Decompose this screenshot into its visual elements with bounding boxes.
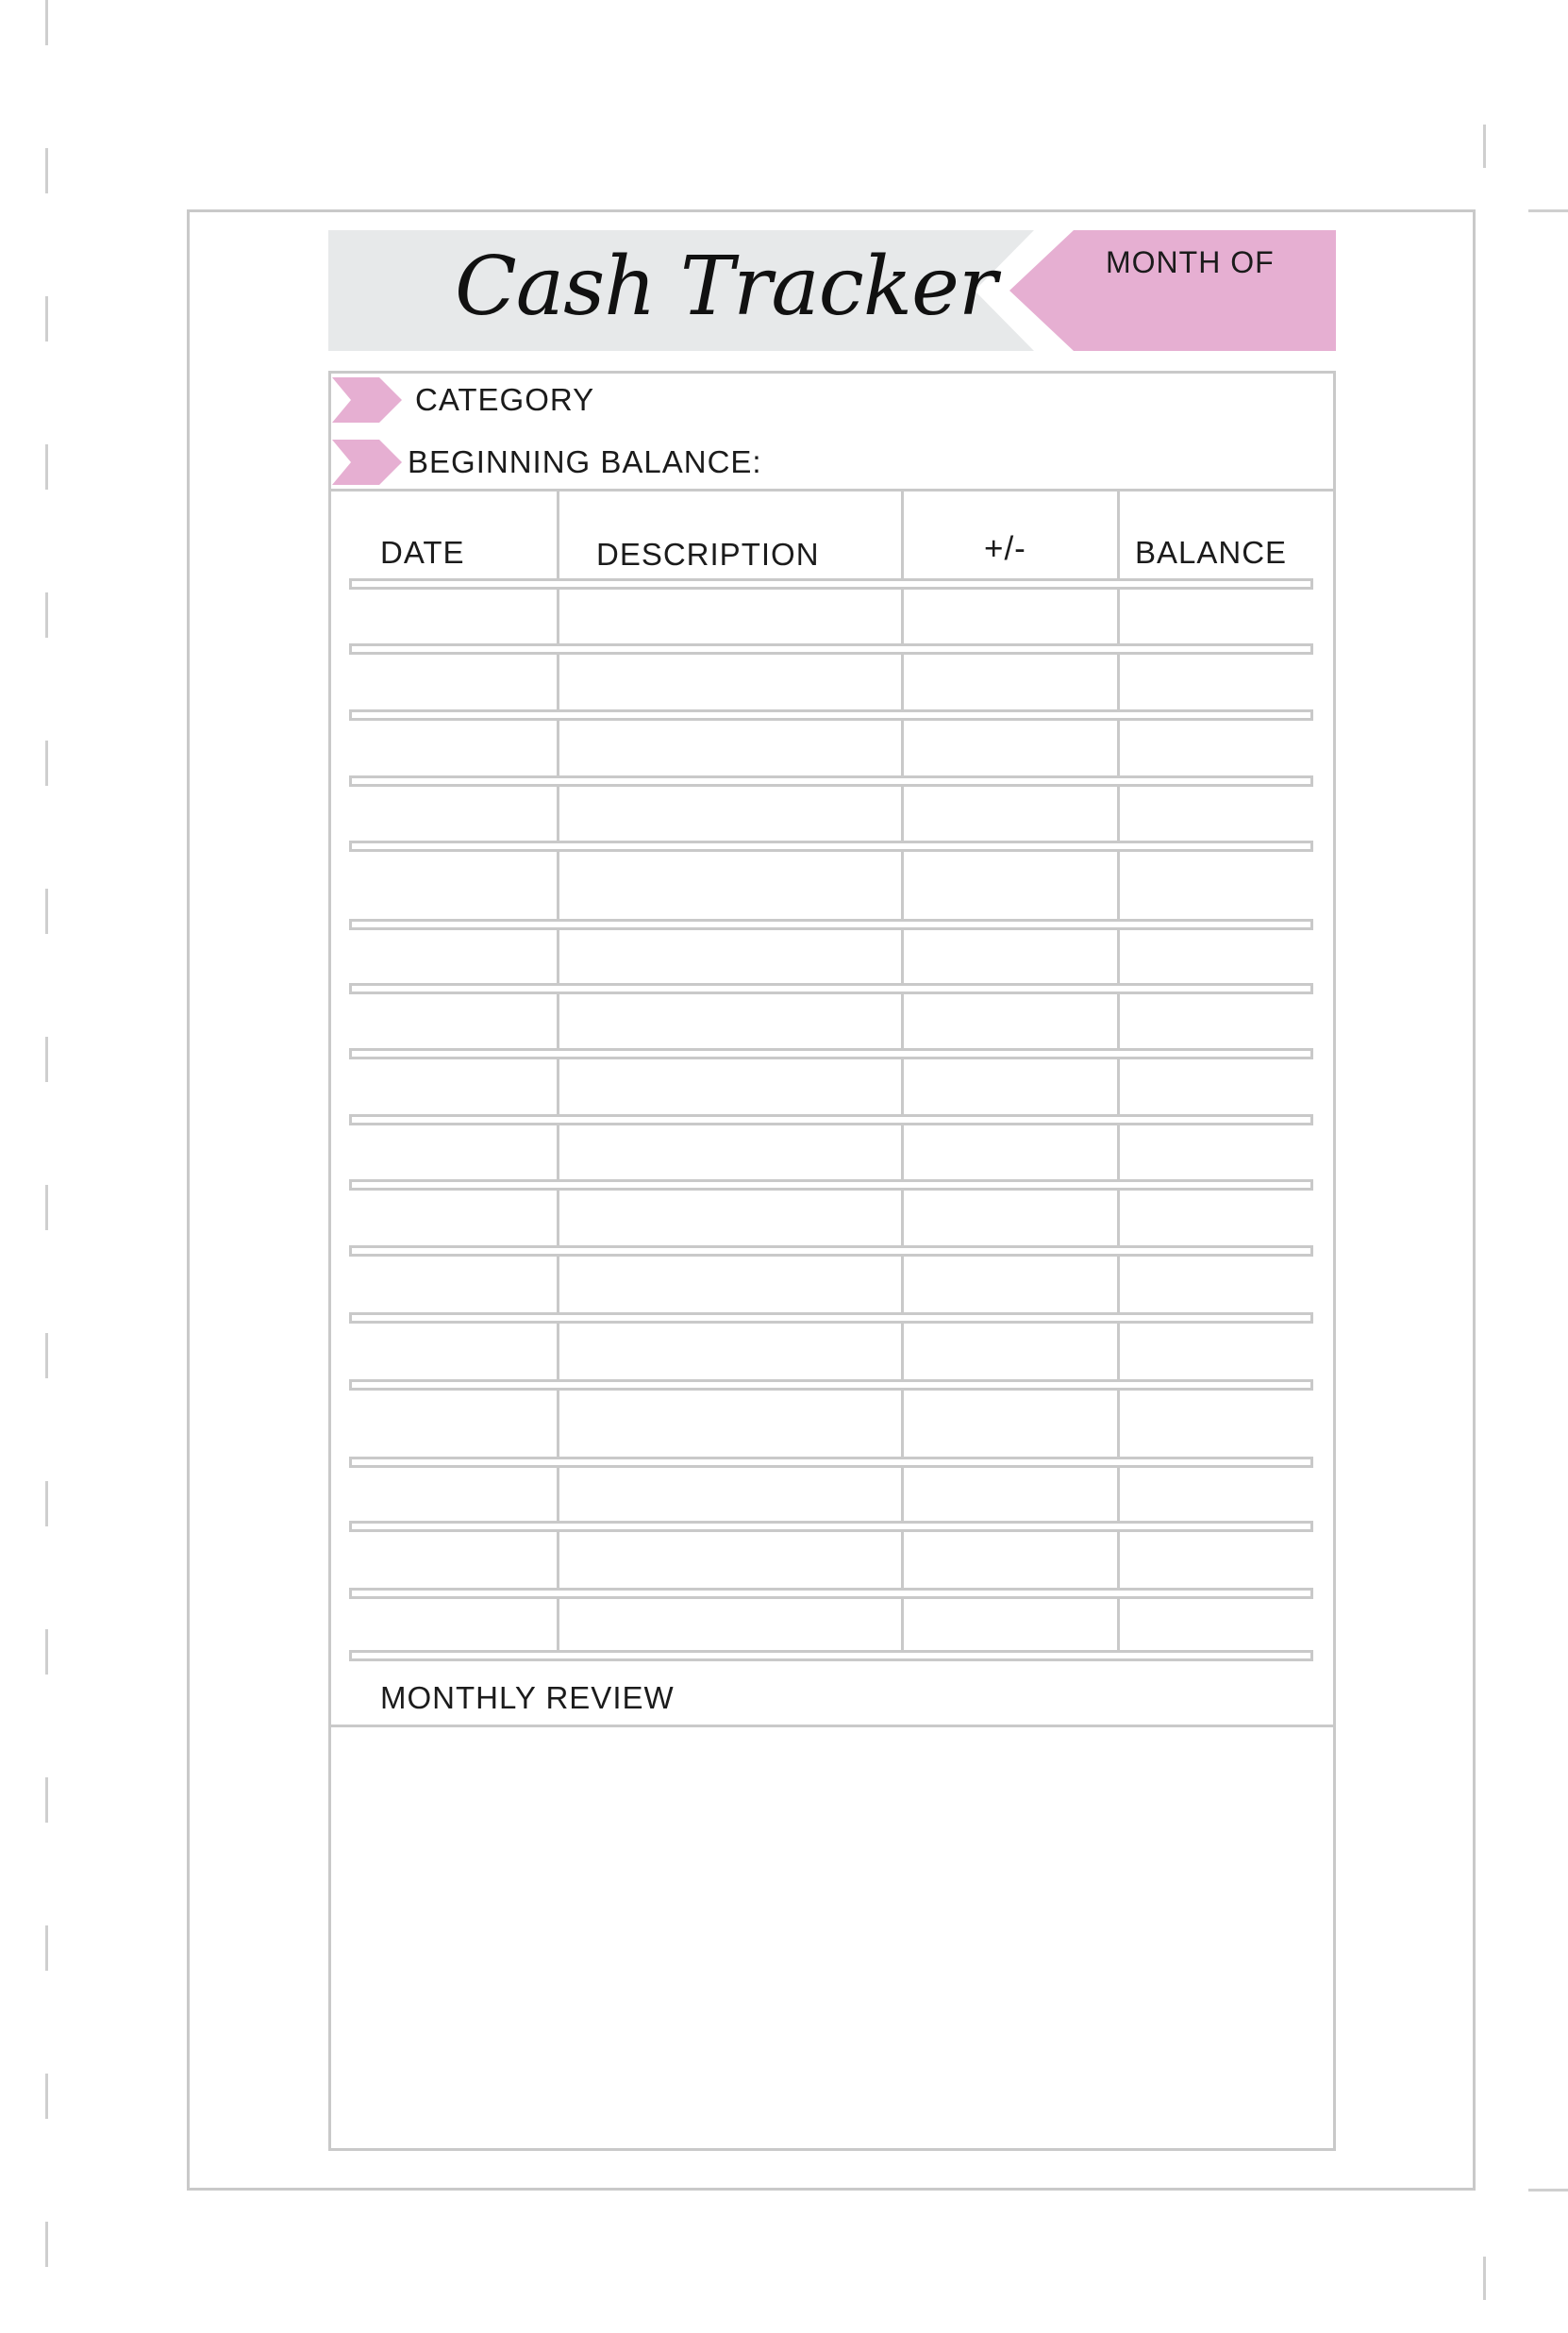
cut-mark: [45, 1037, 48, 1082]
row-separator: [349, 1521, 1313, 1532]
column-header-plus-minus: +/-: [984, 530, 1026, 567]
cut-mark: [45, 741, 48, 786]
row-separator: [349, 709, 1313, 721]
cut-mark: [45, 1333, 48, 1378]
cut-mark: [1483, 2257, 1486, 2300]
table-row[interactable]: [349, 852, 1313, 919]
table-row[interactable]: [349, 1468, 1313, 1521]
table-row[interactable]: [349, 1257, 1313, 1312]
cut-mark: [45, 1629, 48, 1675]
column-header-date: DATE: [380, 535, 465, 570]
divider: [328, 489, 1336, 492]
column-header-balance: BALANCE: [1135, 535, 1288, 570]
cut-mark: [45, 2222, 48, 2267]
table-row[interactable]: [349, 590, 1313, 643]
row-separator: [349, 578, 1313, 590]
column-separator: [557, 492, 559, 578]
cut-mark: [45, 1481, 48, 1526]
table-row[interactable]: [349, 1324, 1313, 1379]
cut-mark: [1483, 125, 1486, 168]
row-separator: [349, 775, 1313, 787]
table-row[interactable]: [349, 721, 1313, 775]
table-row[interactable]: [349, 655, 1313, 709]
table-row[interactable]: [349, 1391, 1313, 1457]
table-row[interactable]: [349, 994, 1313, 1048]
cut-mark: [45, 1925, 48, 1971]
row-separator: [349, 1457, 1313, 1468]
month-of-label: MONTH OF: [1106, 245, 1275, 279]
cut-mark: [45, 2074, 48, 2119]
cut-mark: [1528, 209, 1568, 212]
category-label: CATEGORY: [415, 382, 595, 417]
table-row[interactable]: [349, 1059, 1313, 1114]
page-title: Cash Tracker: [455, 240, 996, 334]
table-row[interactable]: [349, 930, 1313, 983]
row-separator: [349, 1048, 1313, 1059]
row-separator: [349, 841, 1313, 852]
beginning-balance-label: BEGINNING BALANCE:: [408, 444, 762, 479]
cut-mark: [45, 0, 48, 45]
row-separator: [349, 1650, 1313, 1661]
column-separator: [1117, 492, 1120, 578]
cut-mark: [45, 889, 48, 934]
cut-mark: [45, 148, 48, 193]
table-row[interactable]: [349, 1191, 1313, 1245]
cut-mark: [45, 1777, 48, 1823]
row-separator: [349, 1114, 1313, 1125]
cut-mark: [45, 296, 48, 342]
row-separator: [349, 1588, 1313, 1599]
row-separator: [349, 1379, 1313, 1391]
table-row[interactable]: [349, 1599, 1313, 1650]
row-separator: [349, 1312, 1313, 1324]
chevron-right-icon: [332, 377, 402, 423]
row-separator: [349, 643, 1313, 655]
monthly-review-label: MONTHLY REVIEW: [380, 1680, 675, 1715]
cut-mark: [45, 1185, 48, 1230]
table-row[interactable]: [349, 787, 1313, 841]
column-header-description: DESCRIPTION: [596, 537, 820, 572]
table-row[interactable]: [349, 1125, 1313, 1179]
row-separator: [349, 1245, 1313, 1257]
column-separator: [901, 492, 904, 578]
row-separator: [349, 919, 1313, 930]
row-separator: [349, 983, 1313, 994]
table-row[interactable]: [349, 1532, 1313, 1588]
row-separator: [349, 1179, 1313, 1191]
chevron-right-icon: [332, 440, 402, 485]
cut-mark: [45, 444, 48, 490]
monthly-review-area[interactable]: [331, 1727, 1333, 2148]
cut-mark: [1528, 2189, 1568, 2191]
cut-mark: [45, 592, 48, 638]
